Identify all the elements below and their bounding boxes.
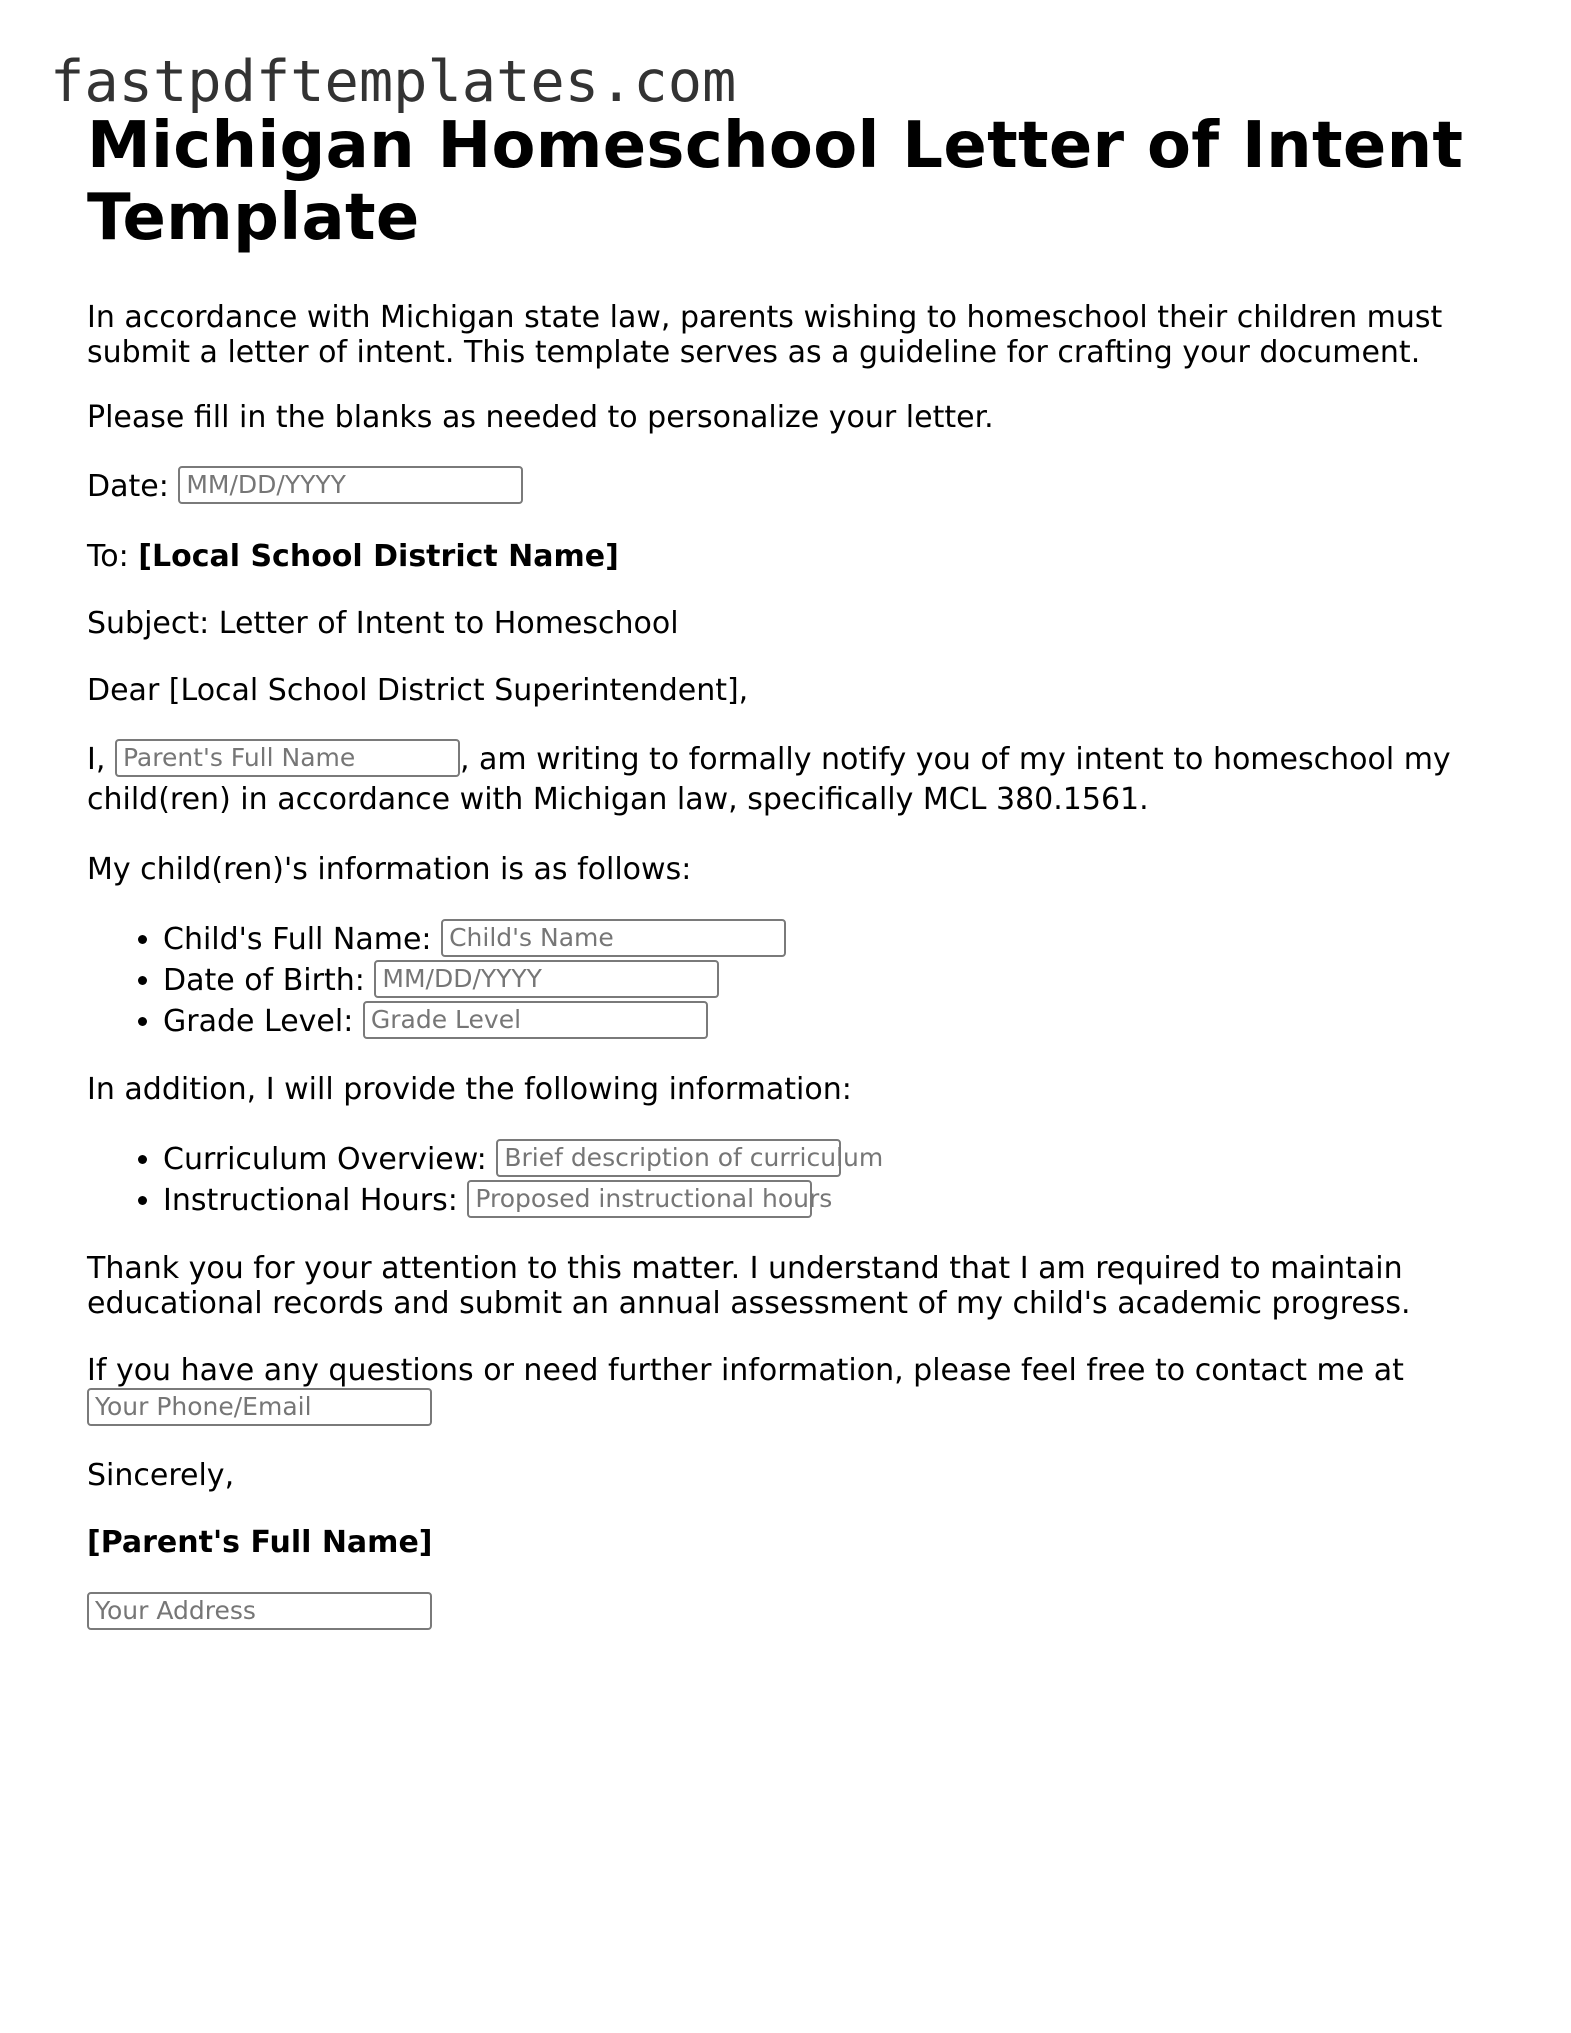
grade-level-label: Grade Level: (163, 1004, 354, 1039)
contact-text: If you have any questions or need further information, please feel free to contact me at (87, 1353, 1404, 1388)
date-input[interactable]: MM/DD/YYYY (178, 466, 523, 504)
salutation: Dear [Local School District Superintendent], (87, 673, 749, 708)
child-name-input[interactable]: Child's Name (441, 919, 786, 957)
list-item (163, 919, 1497, 960)
children-intro: My child(ren)'s information is as follows: (87, 852, 692, 887)
children-fields-list (87, 919, 1497, 1042)
contact-input[interactable]: Your Phone/Email (87, 1388, 432, 1426)
list-item (163, 1001, 1497, 1042)
curriculum-label: Curriculum Overview: (163, 1142, 487, 1177)
additional-intro: In addition, I will provide the following information: (87, 1072, 852, 1107)
additional-fields-list (87, 1139, 1497, 1221)
instructional-hours-label: Instructional Hours: (163, 1183, 458, 1218)
to-line (87, 539, 1497, 574)
parent-name-input[interactable]: Parent's Full Name (115, 739, 460, 777)
list-item (163, 1139, 1497, 1180)
letter-template (87, 110, 1497, 1630)
notify-paragraph (87, 740, 1497, 820)
date-label: Date: (87, 469, 169, 504)
subject-line: Subject: Letter of Intent to Homeschool (87, 606, 679, 641)
to-label: To: (87, 539, 129, 574)
thanks-paragraph: Thank you for your attention to this matter. I understand that I am required to maintain educational records and submit an annual assessment of my child's academic progress. (87, 1251, 1411, 1321)
instructional-hours-input[interactable]: Proposed instructional hours (467, 1180, 812, 1218)
page-title: Michigan Homeschool Letter of Intent Template (87, 109, 1464, 255)
child-name-label: Child's Full Name: (163, 922, 432, 957)
watermark: fastpdftemplates.com (50, 49, 737, 115)
date-line (87, 467, 1497, 507)
address-input[interactable]: Your Address (87, 1592, 432, 1630)
intro-paragraph: In accordance with Michigan state law, parents wishing to homeschool their children must submit a letter of intent. This template serves as a guideline for crafting your document. (87, 300, 1443, 370)
date-of-birth-input[interactable]: MM/DD/YYYY (374, 960, 719, 998)
notify-suffix: , am writing to formally notify you of my intent to homeschool my child(ren) in accordance with Michigan law, specifically MCL 380.1561. (87, 742, 1451, 817)
list-item (163, 1180, 1497, 1221)
list-item (163, 960, 1497, 1001)
contact-paragraph (87, 1353, 1497, 1426)
closing: Sincerely, (87, 1458, 235, 1493)
curriculum-input[interactable]: Brief description of curriculum (496, 1139, 841, 1177)
signature-name: [Parent's Full Name] (87, 1525, 433, 1560)
grade-level-input[interactable]: Grade Level (363, 1001, 708, 1039)
date-of-birth-label: Date of Birth: (163, 963, 365, 998)
instructions-paragraph: Please fill in the blanks as needed to personalize your letter. (87, 400, 994, 435)
notify-prefix: I, (87, 742, 106, 777)
district-name: [Local School District Name] (138, 539, 619, 574)
